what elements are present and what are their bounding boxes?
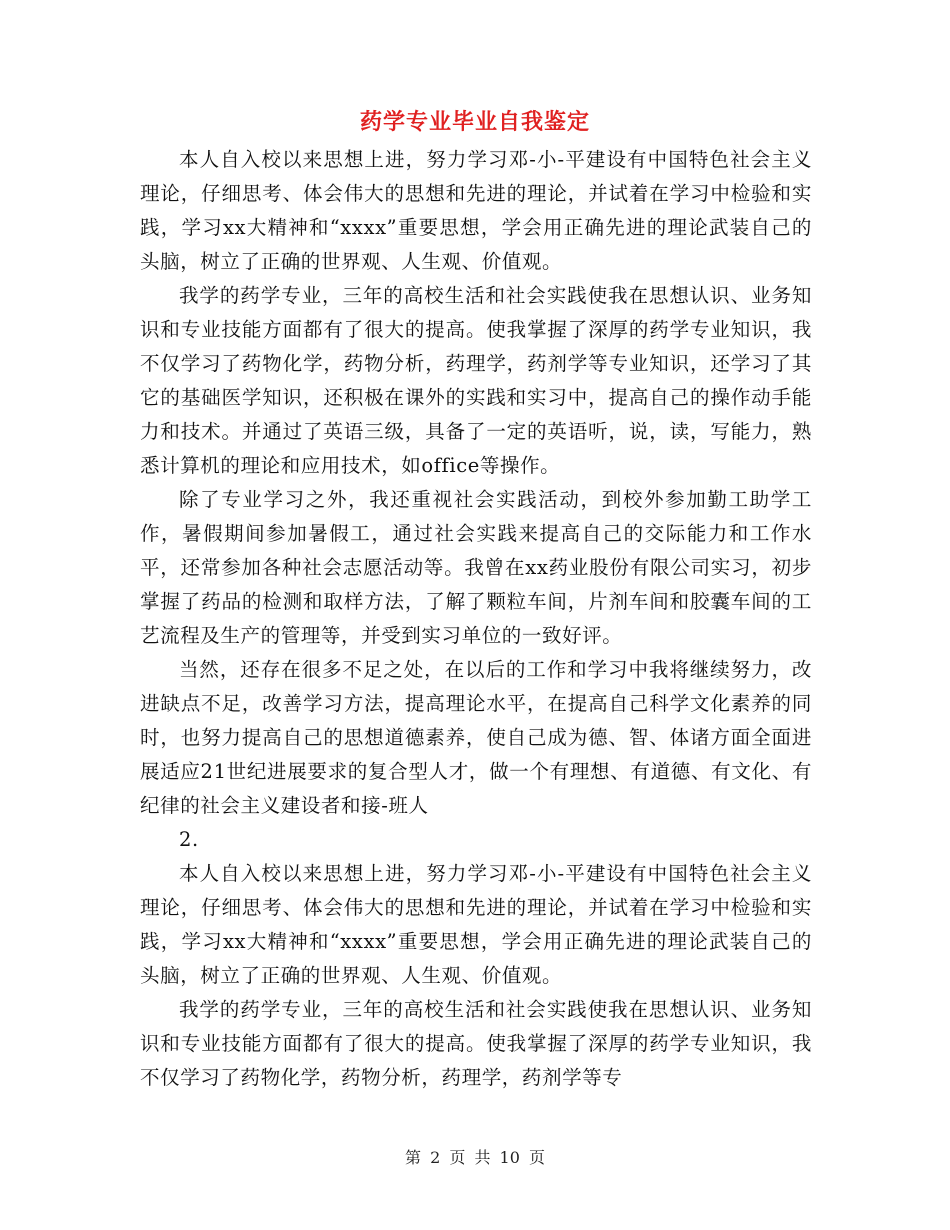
paragraph-6: 我学的药学专业，三年的高校生活和社会实践使我在思想认识、业务知识和专业技能方面都有了很大的提高。使我掌握了深厚的药学专业知识，我不仅学习了药物化学，药物分析，药理学，药剂学等专 bbox=[140, 998, 812, 1089]
paragraph-3: 除了专业学习之外，我还重视社会实践活动，到校外参加勤工助学工作，暑假期间参加暑假工，通过社会实践来提高自己的交际能力和工作水平，还常参加各种社会志愿活动等。我曾在xx药业股份有限公司实习，初步掌握了药品的检测和取样方法，了解了颗粒车间，片剂车间和胶囊车间的工艺流程及生产的管理等，并受到实习单位的一致好评。 bbox=[140, 488, 812, 647]
section-number: 2. bbox=[179, 828, 199, 851]
paragraph-2: 我学的药学专业，三年的高校生活和社会实践使我在思想认识、业务知识和专业技能方面都有了很大的提高。使我掌握了深厚的药学专业知识，我不仅学习了药物化学，药物分析，药理学，药剂学等专业知识，还学习了其它的基础医学知识，还积极在课外的实践和实习中，提高自己的操作动手能力和技术。并通过了英语三级，具备了一定的英语听，说，读，写能力，熟悉计算机的理论和应用技术，如office等操作。 bbox=[140, 284, 812, 477]
document-title: 药学专业毕业自我鉴定 bbox=[359, 110, 590, 135]
paragraph-1: 本人自入校以来思想上进，努力学习邓-小-平建设有中国特色社会主义理论，仔细思考、体会伟大的思想和先进的理论，并试着在学习中检验和实践，学习xx大精神和“xxxx”重要思想，学会用正确先进的理论武装自己的头脑，树立了正确的世界观、人生观、价值观。 bbox=[140, 148, 812, 273]
page-number-footer: 第 2 页 共 10 页 bbox=[405, 1148, 545, 1167]
document-body bbox=[140, 143, 812, 1095]
paragraph-5: 本人自入校以来思想上进，努力学习邓-小-平建设有中国特色社会主义理论，仔细思考、体会伟大的思想和先进的理论，并试着在学习中检验和实践，学习xx大精神和“xxxx”重要思想，学会用正确先进的理论武装自己的头脑，树立了正确的世界观、人生观、价值观。 bbox=[140, 862, 812, 987]
paragraph-4: 当然，还存在很多不足之处，在以后的工作和学习中我将继续努力，改进缺点不足，改善学习方法，提高理论水平，在提高自己科学文化素养的同时，也努力提高自己的思想道德素养，使自己成为德、智、体诸方面全面进展适应21世纪进展要求的复合型人才，做一个有理想、有道德、有文化、有纪律的社会主义建设者和接-班人 bbox=[140, 658, 812, 817]
